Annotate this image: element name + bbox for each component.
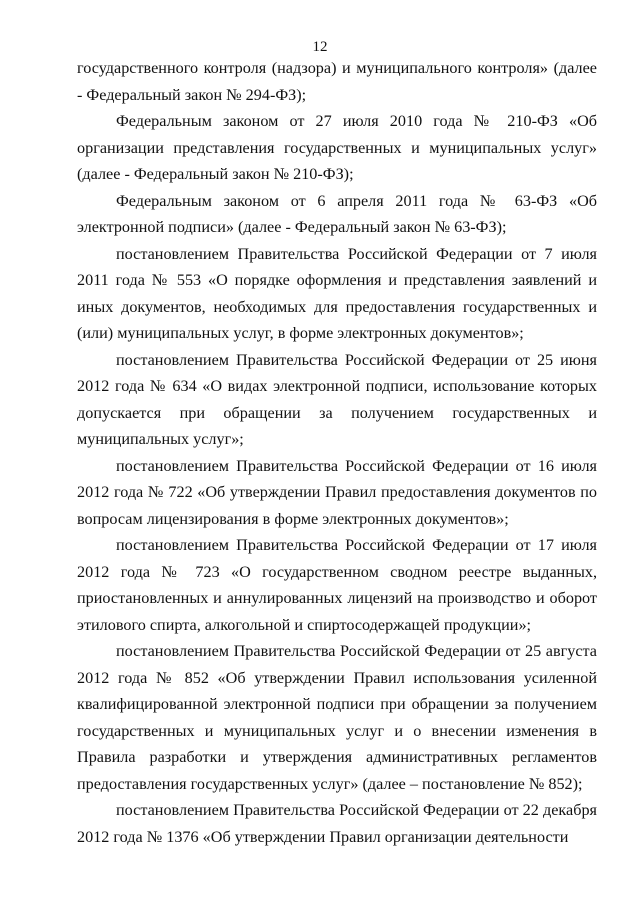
paragraph-federal-law-63: Федеральным законом от 6 апреля 2011 года № 63-ФЗ «Об электронной подписи» (далее - Федеральный закон № 63-ФЗ); bbox=[77, 191, 597, 236]
paragraph-continuation: государственного контроля (надзора) и муниципального контроля» (далее - Федеральный закон № 294-ФЗ); bbox=[77, 59, 597, 104]
document-body bbox=[77, 55, 597, 850]
page-number: 12 bbox=[312, 39, 328, 55]
paragraph-resolution-1376: постановлением Правительства Российской Федерации от 22 декабря 2012 года № 1376 «Об утверждении Правил организации деятельности bbox=[77, 801, 597, 846]
paragraph-resolution-553: постановлением Правительства Российской Федерации от 7 июля 2011 года № 553 «О порядке оформления и представления заявлений и иных документов, необходимых для предоставления государственных и (или) муниципальных услуг, в форме электронных документов»; bbox=[77, 244, 597, 342]
paragraph-resolution-722: постановлением Правительства Российской Федерации от 16 июля 2012 года № 722 «Об утверждении Правил предоставления документов по вопросам лицензирования в форме электронных документов»; bbox=[77, 456, 597, 528]
paragraph-resolution-723: постановлением Правительства Российской Федерации от 17 июля 2012 года № 723 «О государственном сводном реестре выданных, приостановленных и аннулированных лицензий на производство и оборот этилового спирта, алкогольной и спиртосодержащей продукции»; bbox=[77, 536, 597, 634]
paragraph-federal-law-210: Федеральным законом от 27 июля 2010 года № 210-ФЗ «Об организации представления государственных и муниципальных услуг» (далее - Федеральный закон № 210-ФЗ); bbox=[77, 112, 597, 183]
paragraph-resolution-634: постановлением Правительства Российской Федерации от 25 июня 2012 года № 634 «О видах электронной подписи, использование которых допускается при обращении за получением государственных и муниципальных услуг»; bbox=[77, 350, 597, 448]
paragraph-resolution-852: постановлением Правительства Российской Федерации от 25 августа 2012 года № 852 «Об утверждении Правил использования усиленной квалифицированной электронной подписи при обращении за получением государственных и муниципальных услуг и о внесении изменения в Правила разработки и утверждения административных регламентов предоставления государственных услуг» (далее – постановление № 852); bbox=[77, 642, 597, 793]
